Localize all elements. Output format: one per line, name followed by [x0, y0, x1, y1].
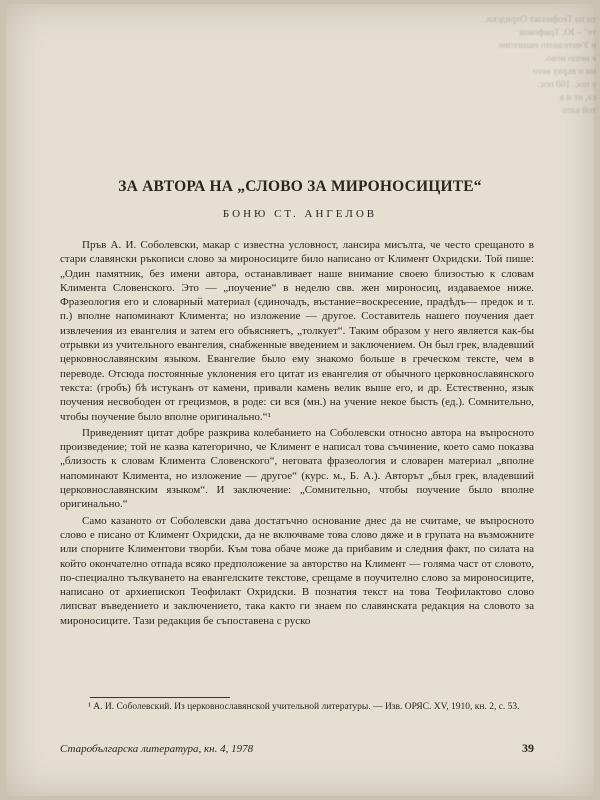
bleed-line: те" – Ю. Трифонов — [519, 28, 596, 38]
article-title: ЗА АВТОРА НА „СЛОВО ЗА МИРОНОСИЦИТЕ“ — [118, 178, 482, 195]
paragraph: Приведеният цитат добре разкрива колебанието на Соболевски относно автора на въпросното произведение; той не казва категорично, че Климент е написал това съчинение, което само показва „близость к словам Климента Словенского“, неговата фразеология и словарен материал „вполне напоминают Климента, но изложение — другое“ (курс. м., Б. А.). Авторът „был грек, владевший церковнославянским языком“. И заключение: „Сомнительно, чтобы поучение было вполне оригинально.“ — [60, 426, 534, 511]
bleed-line: е нещо ново. — [544, 54, 596, 64]
page-footer — [60, 741, 534, 756]
bleed-line: ни и върху него — [532, 67, 596, 77]
article-body — [60, 238, 534, 628]
page-number: 39 — [522, 741, 534, 755]
bleed-line: той като — [562, 106, 596, 116]
paragraph: Само казаното от Соболевски дава достатъчно основание днес да не считаме, че въпросното слово е писано от Климент Охридски, да не включваме това слово дяже и в групата на възможните или спорните Климентови творби. Към това обаче може да прибавим и следния факт, по силата на който окончателно отпада всяко предположение за авторство на Климент — голяма част от словото, по-специално тълкуването на евангелските текстове, срещаме в поучително слово за мироносиците, написано от архиепископ Теофилакт Охридски. В познатия текст на това Теофилактово слово липсват въведението и заключението, така както ги знаем по славянската редакция на словото за мироносиците. Тази редакция бе съпоставена с руско — [60, 514, 534, 627]
article-author: БОНЮ СТ. АНГЕЛОВ — [222, 208, 378, 220]
footnote: ¹ А. И. Соболевский. Из церковнославянской учительной литературы. — Изв. ОРЯС. XV, 1910, кн. 2, с. 53. — [88, 702, 520, 712]
footnote-divider — [90, 697, 230, 698]
paragraph: Пръв А. И. Соболевски, макар с известна условност, лансира мисълта, че често срещаното в стари славянски ръкописи слово за мироносиците било написано от Климент Охридски. Той пише: „Один памятник, без имени автора, останавливает наше внимание своею близостью к словам Климента Словенского. Это — „поучение“ в неделю свв. жен мироносиц, издаваемое ниже. Фразеология его и словарный материал (єдиночадъ, въстание=воскресение, прадѣдъ— предок и т. п.) вполне напоминают Климента; но изложение — другое. Составитель нашего поучения дает извлечения из евангелия и затем его объясняетъ, „толкует“. Таким образом у него является как-бы отрывки из учительного евангелия, снабженные введением и заключением. Он был грек, владевший церковнославянским языком. Евангелие было ему знакомо больше в греческом тексте, чем в переводе. Отсюда постоянные уклонения его цитат из евангелия от обычного церковнославянского текста: (гробъ) бѣ истуканъ от камени, привали камень велик выше его, и др. Естественно, язык поучения несвободен от грецизмов, в роде: си вся (мн.) на учение некое бысть (ед.). Сомнительно, чтобы поучение было вполне оригинально.“¹ — [60, 239, 534, 423]
bleed-line: се, от и в — [559, 93, 596, 103]
journal-reference: Старобългарска литература, кн. 4, 1978 — [60, 743, 254, 755]
bleed-through-text — [416, 14, 596, 154]
bleed-line: е пос. 160 пос. — [537, 80, 596, 90]
bleed-line: ти на Теофилакт Охридски. — [484, 15, 596, 25]
bleed-line: в Учителното евангелие — [498, 41, 596, 51]
